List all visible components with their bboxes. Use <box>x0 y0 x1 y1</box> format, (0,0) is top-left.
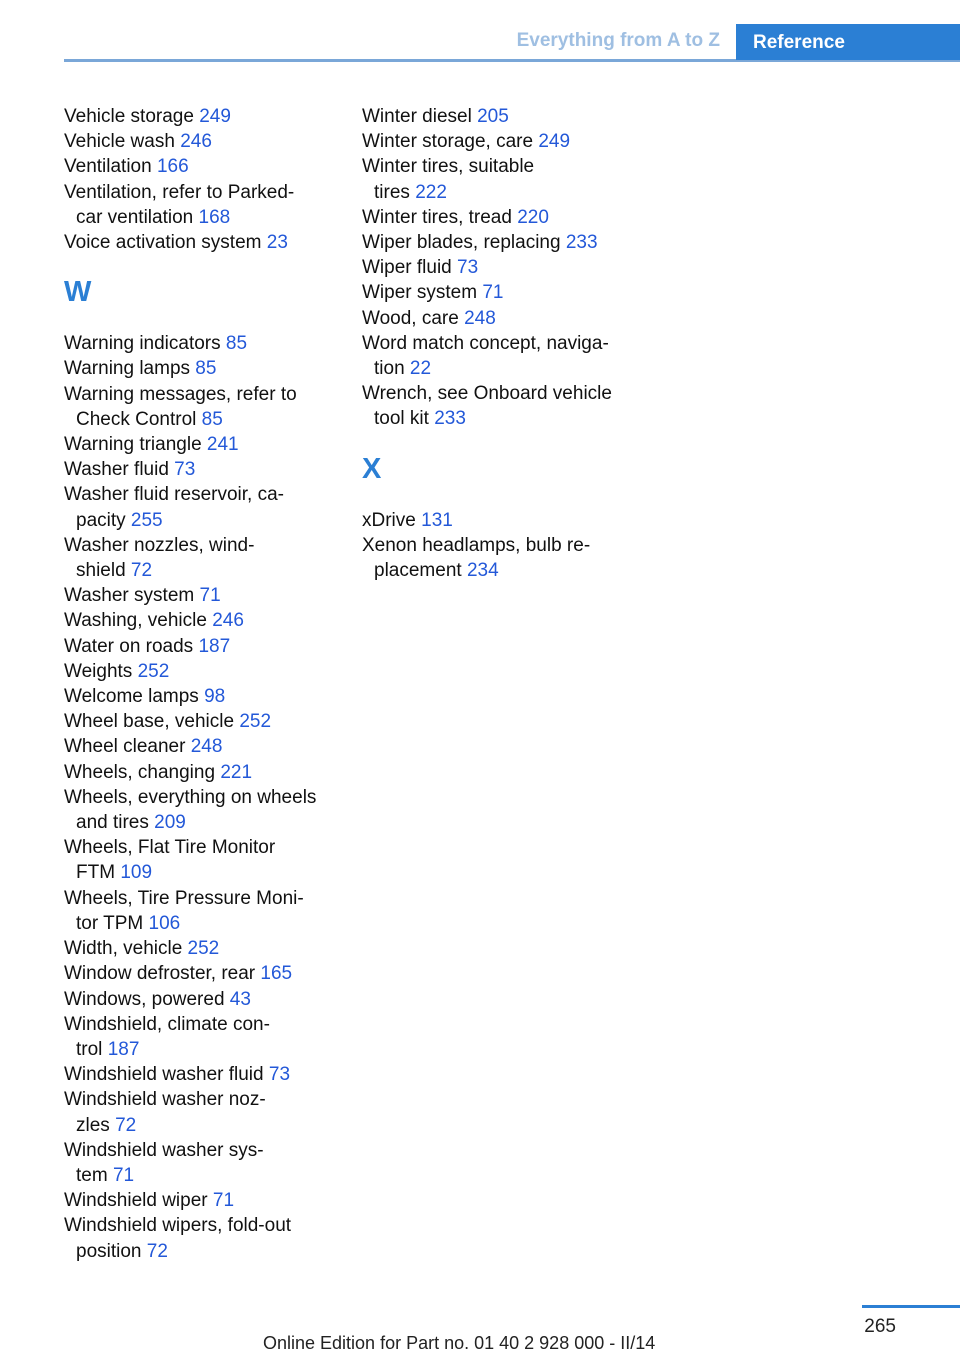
index-entry <box>64 230 344 255</box>
index-term: Check Control <box>76 408 202 430</box>
index-entry <box>64 1138 344 1163</box>
index-term: Vehicle storage <box>64 106 200 127</box>
index-term: Windshield, climate con- <box>64 1013 270 1035</box>
index-entry-continuation <box>64 205 344 230</box>
index-term: Windshield washer noz- <box>64 1089 266 1111</box>
page-reference-link[interactable]: 106 <box>148 912 181 934</box>
index-entry <box>362 306 642 331</box>
index-entry <box>362 381 642 406</box>
index-term: Winter tires, tread <box>362 206 518 228</box>
index-entry <box>362 129 642 154</box>
index-term: Warning indicators <box>64 333 226 355</box>
page-reference-link[interactable]: 166 <box>156 156 189 178</box>
page-reference-link[interactable]: 23 <box>266 232 288 254</box>
index-entry <box>362 154 642 179</box>
index-entry-continuation <box>362 558 642 583</box>
index-letter-heading: W <box>64 276 92 309</box>
index-term: placement <box>374 560 467 582</box>
index-term: tor TPM <box>76 912 149 934</box>
index-entry <box>64 760 344 785</box>
index-term: Wheels, Flat Tire Monitor <box>64 837 276 859</box>
index-term: Word match concept, naviga- <box>362 332 609 354</box>
index-entry-continuation <box>64 508 344 533</box>
page-reference-link[interactable]: 205 <box>477 106 509 127</box>
page-reference-link[interactable]: 252 <box>187 938 220 960</box>
index-entry <box>64 886 344 911</box>
index-term: Warning messages, refer to <box>64 383 297 405</box>
index-entry <box>64 785 344 810</box>
index-term: trol <box>76 1038 108 1060</box>
page-reference-link[interactable]: 234 <box>466 560 499 582</box>
index-entry <box>64 154 344 179</box>
page-reference-link[interactable]: 252 <box>239 711 272 733</box>
index-term: Windshield washer fluid <box>64 1064 269 1086</box>
index-entry <box>64 482 344 507</box>
index-column-left <box>64 104 344 1264</box>
index-entry <box>362 255 642 280</box>
page-reference-link[interactable]: 85 <box>195 358 217 380</box>
index-term: Voice activation system <box>64 232 267 254</box>
index-term: Windshield wiper <box>64 1190 213 1212</box>
index-term: xDrive <box>362 509 422 531</box>
index-entry <box>362 205 642 230</box>
index-term: car ventilation <box>76 206 199 228</box>
index-term: Windows, powered <box>64 988 230 1010</box>
index-term: Ventilation, refer to Parked- <box>64 181 295 203</box>
page-reference-link[interactable]: 233 <box>434 408 466 430</box>
index-term: Vehicle wash <box>64 131 181 153</box>
page-header <box>0 0 960 64</box>
index-term: tion <box>374 358 410 380</box>
index-term: Washing, vehicle <box>64 610 213 632</box>
header-chapter-tab: Reference <box>736 24 960 60</box>
index-term: pacity <box>76 509 131 531</box>
index-entry <box>64 1188 344 1213</box>
index-entry-continuation <box>64 1239 344 1264</box>
index-term: Washer fluid <box>64 459 175 481</box>
index-entry-continuation <box>64 1163 344 1188</box>
page-reference-link[interactable]: 255 <box>130 509 163 531</box>
index-term: Wheel base, vehicle <box>64 711 240 733</box>
index-entry <box>64 961 344 986</box>
index-entry <box>64 1062 344 1087</box>
header-section-title: Everything from A to Z <box>516 30 720 51</box>
page-reference-link[interactable]: 221 <box>220 761 253 783</box>
index-term: FTM <box>76 862 121 884</box>
page-reference-link[interactable]: 72 <box>115 1114 137 1136</box>
index-entry-continuation <box>64 407 344 432</box>
index-entry <box>64 382 344 407</box>
page-reference-link[interactable]: 241 <box>206 434 239 456</box>
index-term: Ventilation <box>64 156 157 178</box>
index-entry <box>64 1012 344 1037</box>
index-entry <box>64 104 344 129</box>
index-term: Wrench, see Onboard vehicle <box>362 383 612 405</box>
page-reference-link[interactable]: 222 <box>415 181 447 203</box>
page-reference-link[interactable]: 165 <box>260 963 293 985</box>
index-term: Wiper system <box>362 282 483 304</box>
page-reference-link[interactable]: 85 <box>225 333 248 355</box>
index-term: Winter diesel <box>362 106 478 127</box>
index-term: position <box>76 1240 147 1262</box>
index-entry <box>64 734 344 759</box>
index-entry <box>64 936 344 961</box>
index-term: Wheels, everything on wheels <box>64 786 317 808</box>
page-reference-link[interactable]: 220 <box>517 206 549 228</box>
index-entry <box>64 432 344 457</box>
index-entry <box>64 987 344 1012</box>
index-entry <box>362 533 642 558</box>
index-entry-continuation <box>362 356 642 381</box>
page-reference-link[interactable]: 246 <box>180 131 212 153</box>
index-term: tem <box>76 1164 113 1186</box>
index-term: Wheel cleaner <box>64 736 191 758</box>
index-term: Washer system <box>64 585 200 607</box>
index-entry-continuation <box>64 810 344 835</box>
page-reference-link[interactable]: 249 <box>199 106 231 127</box>
index-term: Wiper blades, replacing <box>362 232 566 254</box>
index-term: Winter storage, care <box>362 131 539 153</box>
index-term: Washer nozzles, wind- <box>64 534 255 556</box>
page-reference-link[interactable]: 248 <box>190 736 223 758</box>
page-number: 265 <box>864 1316 896 1337</box>
index-entry-continuation <box>64 1037 344 1062</box>
index-term: Welcome lamps <box>64 686 205 708</box>
index-term: Window defroster, rear <box>64 963 261 985</box>
index-term: Windshield washer sys- <box>64 1139 264 1161</box>
index-entry-continuation <box>64 558 344 583</box>
index-entry-continuation <box>64 860 344 885</box>
index-term: Warning lamps <box>64 358 196 380</box>
index-entry <box>64 835 344 860</box>
page-reference-link[interactable]: 73 <box>268 1064 291 1086</box>
page-reference-link[interactable]: 22 <box>409 358 432 380</box>
page-reference-link[interactable]: 131 <box>421 509 453 531</box>
page-reference-link[interactable]: 73 <box>457 257 479 279</box>
index-term: shield <box>76 560 131 582</box>
index-entry <box>64 356 344 381</box>
index-entry <box>64 129 344 154</box>
index-term: Warning triangle <box>64 434 207 456</box>
page-reference-link[interactable]: 72 <box>130 560 153 582</box>
index-entry <box>362 508 642 533</box>
page-reference-link[interactable]: 252 <box>137 660 170 682</box>
index-term: Water on roads <box>64 635 199 657</box>
index-entry <box>64 331 344 356</box>
index-entry <box>64 533 344 558</box>
index-entry <box>64 608 344 633</box>
page-reference-link[interactable]: 71 <box>112 1164 135 1186</box>
index-term: Winter tires, suitable <box>362 156 535 178</box>
index-entry <box>64 583 344 608</box>
index-term: Wiper fluid <box>362 257 458 279</box>
page-reference-link[interactable]: 246 <box>212 610 244 632</box>
page-reference-link[interactable]: 249 <box>538 131 571 153</box>
page-reference-link[interactable]: 233 <box>565 232 598 254</box>
index-term: Wheels, changing <box>64 761 221 783</box>
index-letter-heading: X <box>362 452 382 485</box>
page-reference-link[interactable]: 209 <box>154 812 186 834</box>
index-entry-continuation <box>362 180 642 205</box>
page-reference-link[interactable]: 187 <box>198 635 231 657</box>
index-entry <box>64 180 344 205</box>
page-reference-link[interactable]: 43 <box>229 988 251 1010</box>
index-entry-continuation <box>64 1113 344 1138</box>
index-term: tool kit <box>374 408 435 430</box>
index-term: Wood, care <box>362 307 465 329</box>
page-reference-link[interactable]: 168 <box>198 206 231 228</box>
index-entry <box>64 709 344 734</box>
page-reference-link[interactable]: 187 <box>107 1038 140 1060</box>
index-term: and tires <box>76 812 155 834</box>
page-reference-link[interactable]: 85 <box>201 408 223 430</box>
index-entry <box>64 684 344 709</box>
index-entry <box>64 659 344 684</box>
index-entry <box>362 280 642 305</box>
page-reference-link[interactable]: 71 <box>199 585 221 607</box>
index-entry-continuation <box>64 911 344 936</box>
page-reference-link[interactable]: 72 <box>146 1240 168 1262</box>
index-term: Width, vehicle <box>64 938 188 960</box>
index-term: tires <box>374 181 416 203</box>
index-entry-continuation <box>362 406 642 431</box>
page-reference-link[interactable]: 109 <box>120 862 153 884</box>
index-entry <box>362 331 642 356</box>
page-reference-link[interactable]: 98 <box>204 686 226 708</box>
index-term: Washer fluid reservoir, ca- <box>64 484 284 506</box>
index-term: zles <box>76 1114 116 1136</box>
index-term: Windshield wipers, fold-out <box>64 1215 292 1237</box>
index-entry <box>64 1213 344 1238</box>
index-entry <box>362 104 642 129</box>
index-term: Xenon headlamps, bulb re- <box>362 534 591 556</box>
footer-rule <box>862 1305 960 1308</box>
page-reference-link[interactable]: 71 <box>482 282 504 304</box>
index-entry <box>64 634 344 659</box>
index-entry <box>362 230 642 255</box>
index-column-right <box>362 104 642 583</box>
index-term: Weights <box>64 660 138 682</box>
index-entry <box>64 457 344 482</box>
page-reference-link[interactable]: 71 <box>212 1190 235 1212</box>
page-reference-link[interactable]: 248 <box>464 307 496 329</box>
footer-edition: Online Edition for Part no. 01 40 2 928 000 - II/14 <box>263 1333 656 1353</box>
index-entry <box>64 1087 344 1112</box>
index-term: Wheels, Tire Pressure Moni- <box>64 887 304 909</box>
page-reference-link[interactable]: 73 <box>174 459 196 481</box>
